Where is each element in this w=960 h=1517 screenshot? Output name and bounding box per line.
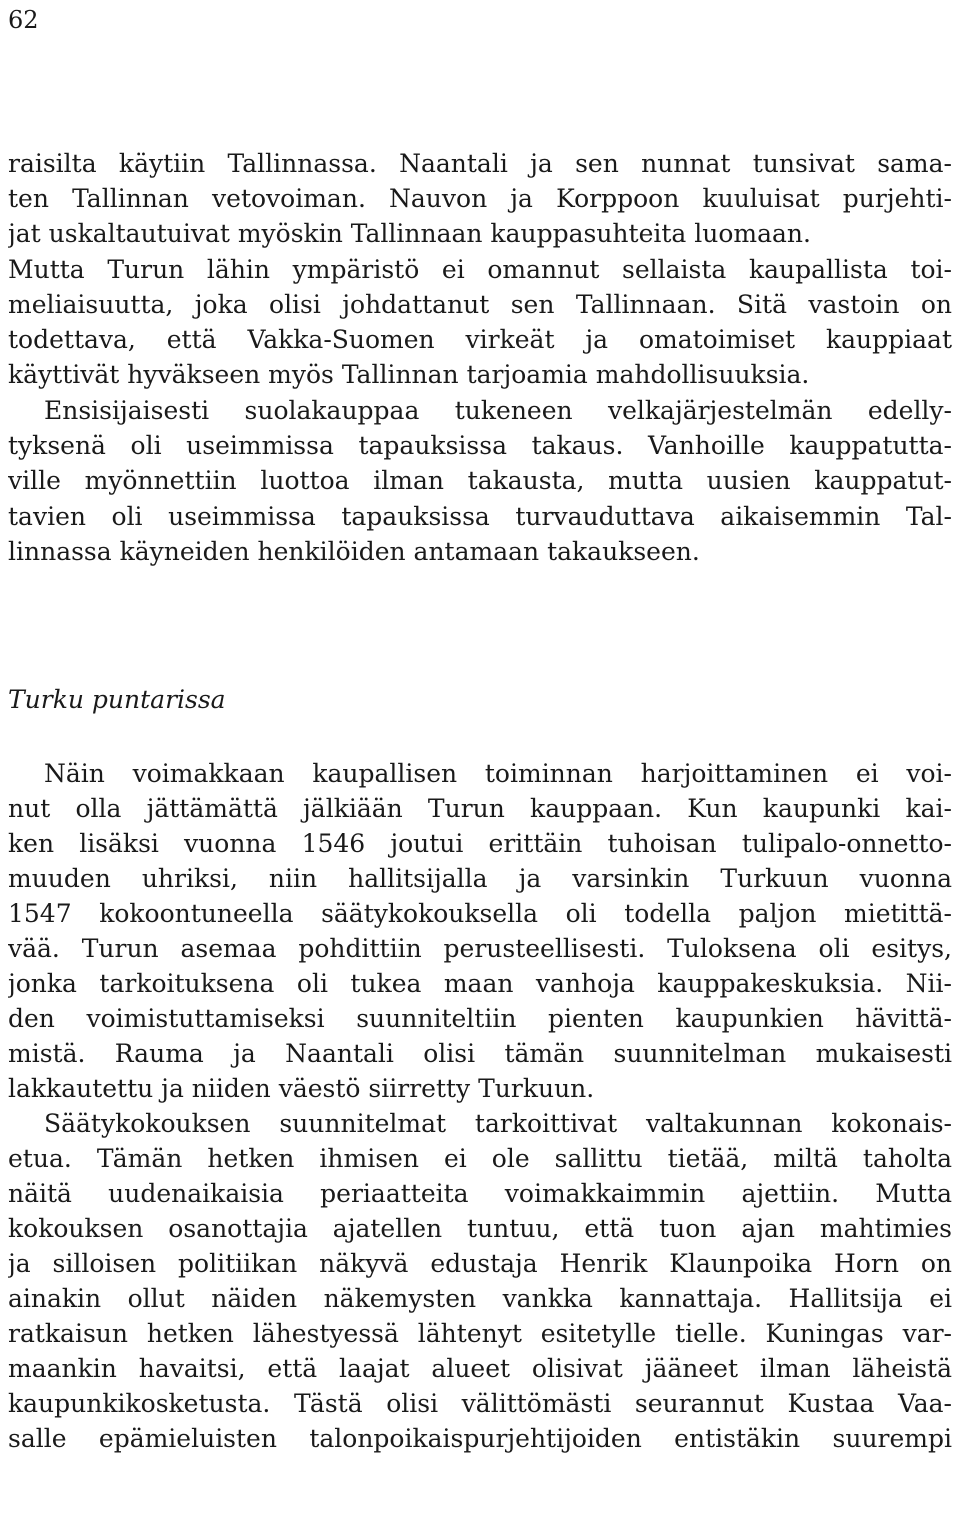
text-line: Säätykokouksen suunnitelmat tarkoittivat valtakunnan kokonais- (44, 1109, 952, 1138)
text-line: tavien oli useimmissa tapauksissa turvauduttava aikaisemmin Tal- (8, 502, 952, 531)
text-line: ratkaisun hetken lähestyessä lähtenyt esitetylle tielle. Kuningas var- (8, 1319, 952, 1348)
text-line: muuden uhriksi, niin hallitsijalla ja varsinkin Turkuun vuonna (8, 864, 952, 893)
text-line: ville myönnettiin luottoa ilman takausta, mutta uusien kauppatut- (8, 466, 952, 495)
text-line: 1547 kokoontuneella säätykokouksella oli todella paljon mietittä- (8, 899, 952, 928)
text-line: den voimistuttamiseksi suunniteltiin pienten kaupunkien hävittä- (8, 1004, 952, 1033)
text-line: tyksenä oli useimmissa tapauksissa takaus. Vanhoille kauppatutta- (8, 431, 952, 460)
text-line: käyttivät hyväkseen myös Tallinnan tarjoamia mahdollisuuksia. (8, 360, 810, 389)
text-line: meliaisuutta, joka olisi johdattanut sen Tallinnaan. Sitä vastoin on (8, 290, 952, 319)
page-number: 62 (8, 6, 39, 34)
text-line: lakkautettu ja niiden väestö siirretty Turkuun. (8, 1074, 595, 1103)
text-line: vää. Turun asemaa pohdittiin perusteellisesti. Tuloksena oli esitys, (8, 934, 952, 963)
text-line: kaupunkikosketusta. Tästä olisi välittömästi seurannut Kustaa Vaa- (8, 1389, 952, 1418)
text-line: nut olla jättämättä jälkiään Turun kauppaan. Kun kaupunki kai- (8, 794, 952, 823)
text-line: Ensisijaisesti suolakauppaa tukeneen velkajärjestelmän edelly- (44, 396, 952, 425)
text-line: maankin havaitsi, että laajat alueet olisivat jääneet ilman läheistä (8, 1354, 952, 1383)
text-line: ainakin ollut näiden näkemysten vankka kannattaja. Hallitsija ei (8, 1284, 952, 1313)
text-line: jonka tarkoituksena oli tukea maan vanhoja kauppakeskuksia. Nii- (8, 969, 952, 998)
text-line: Näin voimakkaan kaupallisen toiminnan harjoittaminen ei voi- (44, 759, 952, 788)
text-line: mistä. Rauma ja Naantali olisi tämän suunnitelman mukaisesti (8, 1039, 952, 1068)
text-line: etua. Tämän hetken ihmisen ei ole sallittu tietää, miltä taholta (8, 1144, 952, 1173)
text-line: todettava, että Vakka-Suomen virkeät ja omatoimiset kauppiaat (8, 325, 952, 354)
text-line: näitä uudenaikaisia periaatteita voimakkaimmin ajettiin. Mutta (8, 1179, 952, 1208)
section-heading: Turku puntarissa (8, 685, 226, 714)
text-line: raisilta käytiin Tallinnassa. Naantali ja sen nunnat tunsivat sama- (8, 149, 952, 178)
text-line: kokouksen osanottajia ajatellen tuntuu, että tuon ajan mahtimies (8, 1214, 952, 1243)
text-line: salle epämieluisten talonpoikaispurjehtijoiden entistäkin suurempi (8, 1424, 952, 1453)
text-line: linnassa käyneiden henkilöiden antamaan takaukseen. (8, 537, 700, 566)
text-line: ja silloisen politiikan näkyvä edustaja Henrik Klaunpoika Horn on (8, 1249, 952, 1278)
text-line: Mutta Turun lähin ympäristö ei omannut sellaista kaupallista toi- (8, 255, 952, 284)
text-line: jat uskaltautuivat myöskin Tallinnaan kauppasuhteita luomaan. (8, 219, 811, 248)
text-line: ten Tallinnan vetovoiman. Nauvon ja Korppoon kuuluisat purjehti- (8, 184, 952, 213)
text-line: ken lisäksi vuonna 1546 joutui erittäin tuhoisan tulipalo-onnetto- (8, 829, 952, 858)
